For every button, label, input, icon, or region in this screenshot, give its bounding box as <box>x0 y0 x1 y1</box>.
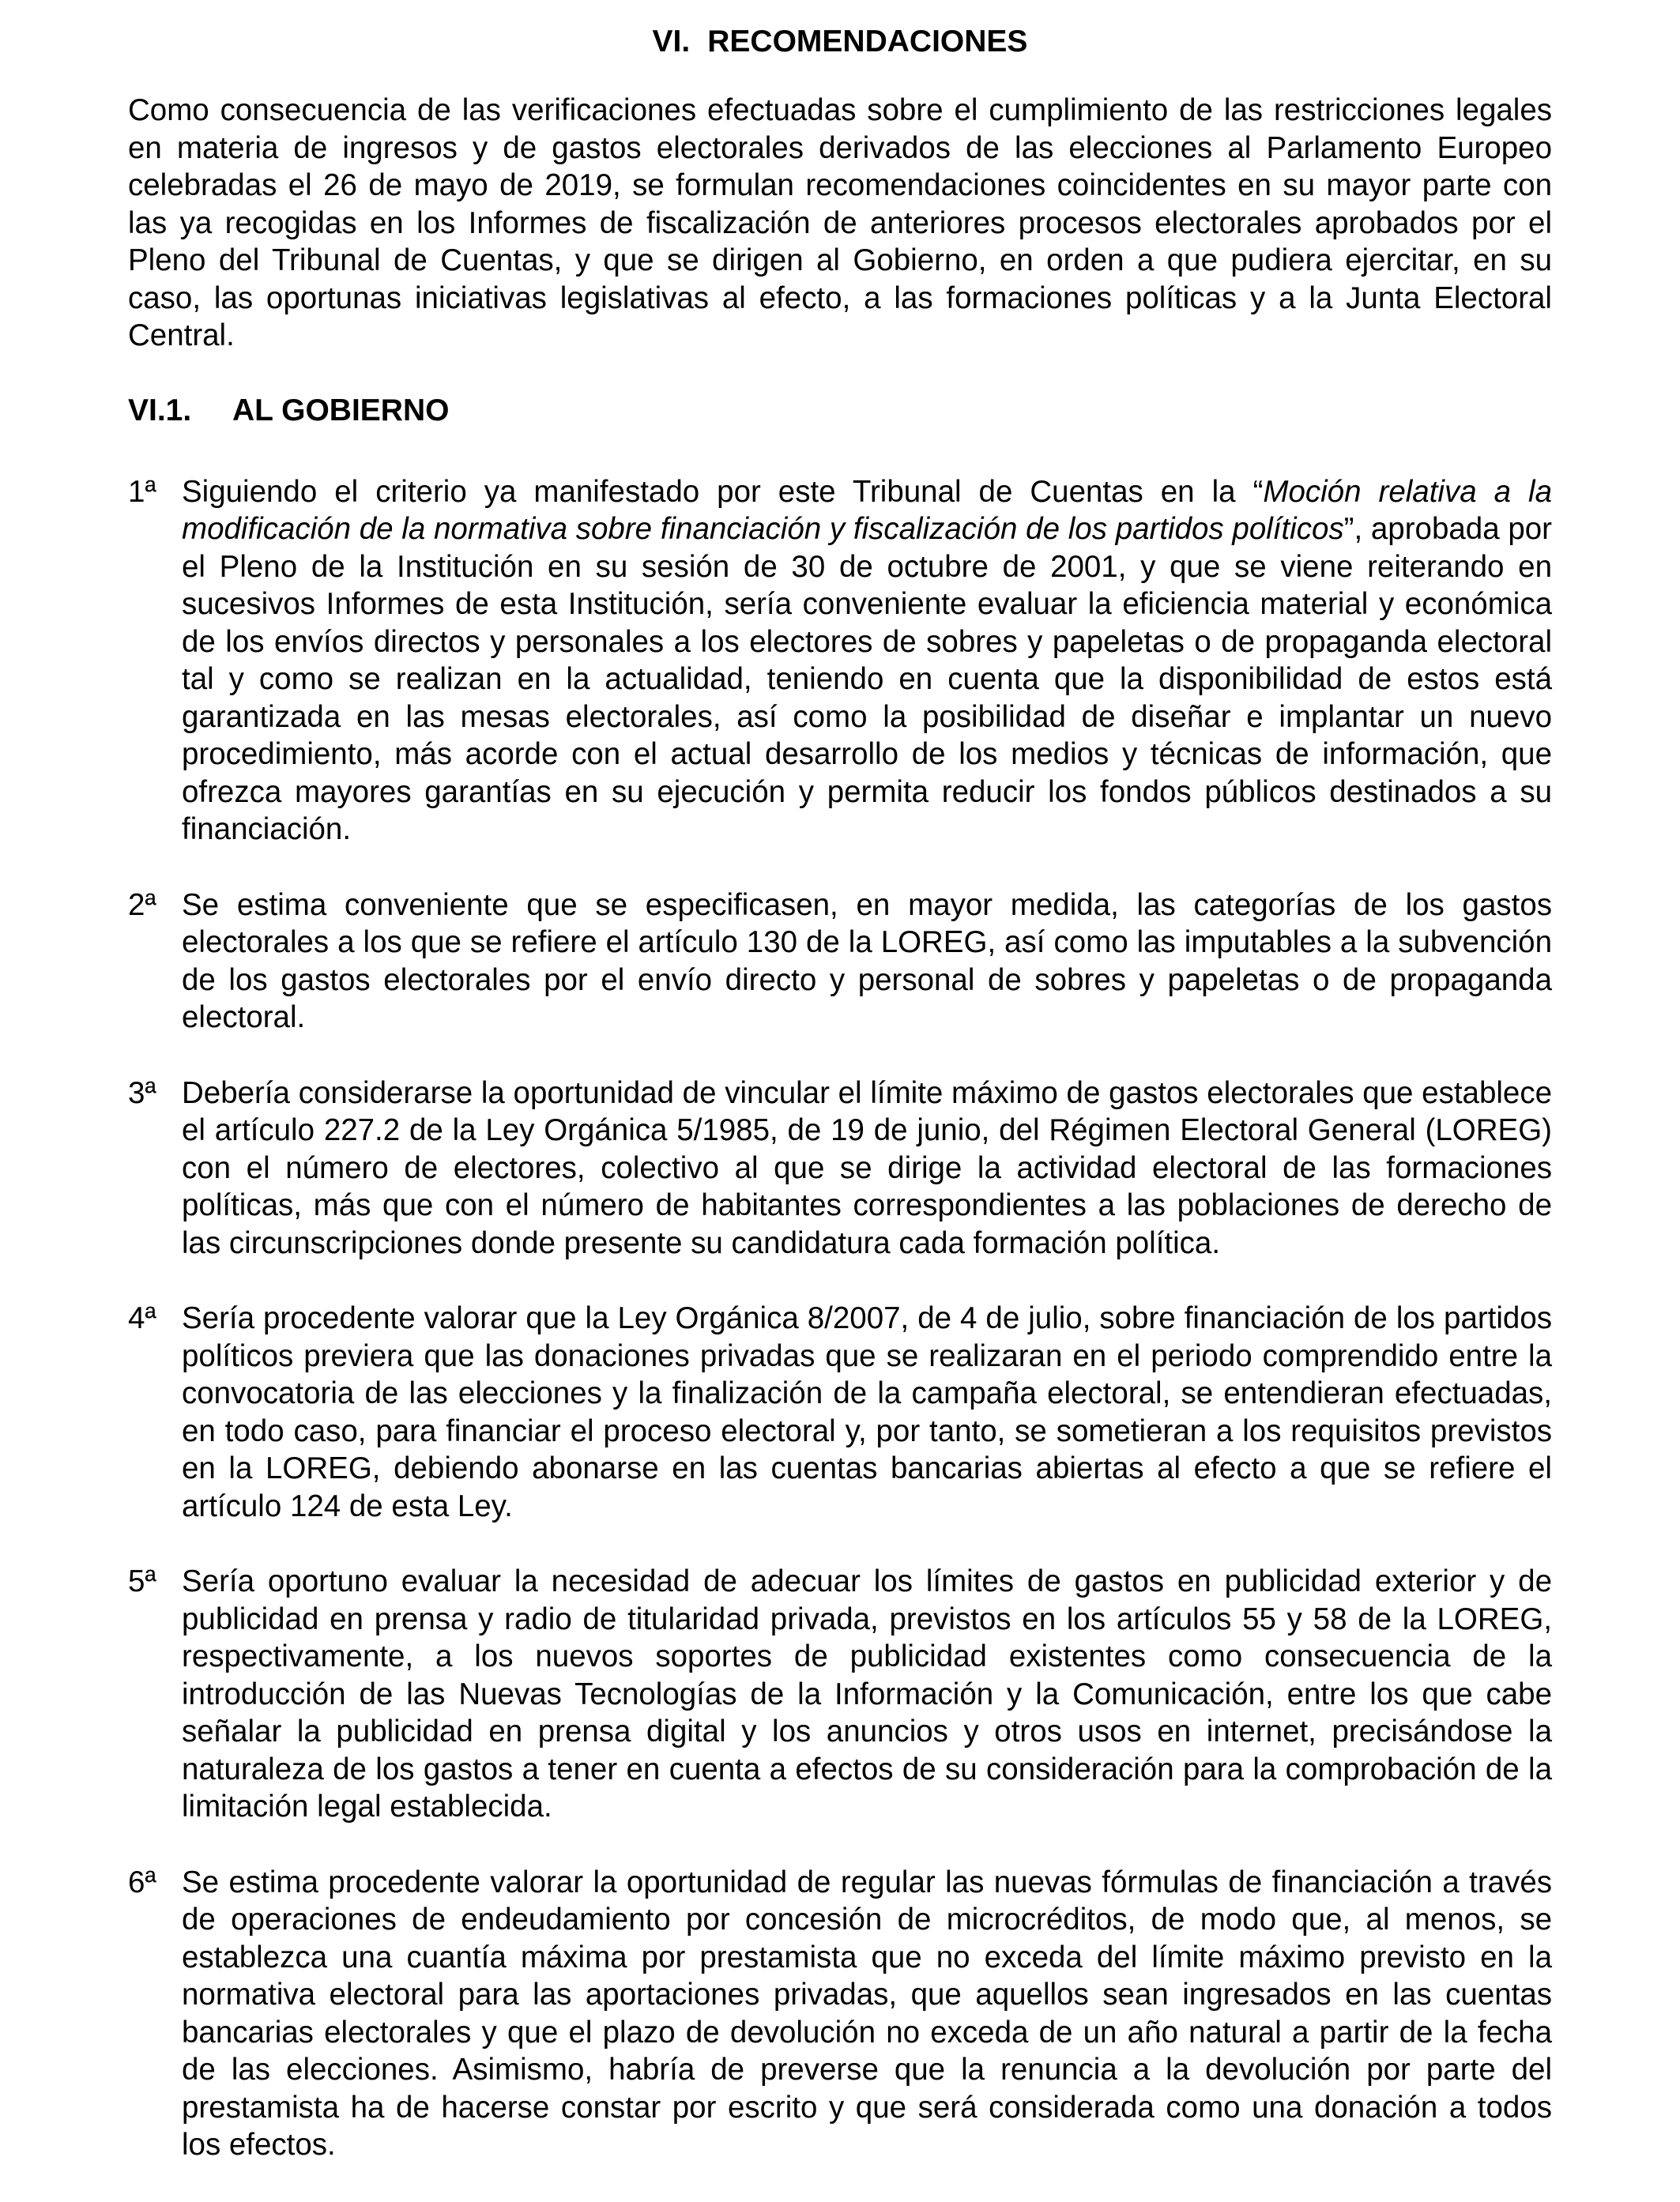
recommendation-ordinal: 3ª <box>128 1075 156 1110</box>
section-title: RECOMENDACIONES <box>707 24 1028 58</box>
recommendation-item <box>128 1864 1552 2164</box>
recommendation-item <box>128 886 1552 1037</box>
recommendation-item <box>128 1075 1552 1263</box>
section-heading <box>128 24 1552 60</box>
recommendation-ordinal: 5ª <box>128 1564 156 1598</box>
recommendation-text <box>182 473 1552 849</box>
motion-title-italic: Moción relativa a la modificación de la normativa sobre financiación y fiscalización de los partidos políticos <box>182 474 1552 546</box>
recommendation-text: Se estima procedente valorar la oportunidad de regular las nuevas fórmulas de financiación a través de operaciones de endeudamiento por concesión de microcréditos, de modo que, al menos, se establezca una cuantía máxima por prestamista que no exceda del límite máximo previsto en la normativa electoral para las aportaciones privadas, que aquellos sean ingresados en las cuentas bancarias electorales y que el plazo de devolución no exceda de un año natural a partir de la fecha de las elecciones. Asimismo, habría de preverse que la renuncia a la devolución por parte del prestamista ha de hacerse constar por escrito y que será considerada como una donación a todos los efectos. <box>182 1865 1552 2162</box>
subsection-number: VI.1. <box>128 393 192 427</box>
recommendation-text: Se estima conveniente que se especificasen, en mayor medida, las categorías de los gastos electorales a los que se refiere el artículo 130 de la LOREG, así como las imputables a la subvención de los gastos electorales por el envío directo y personal de sobres y papeletas o de propaganda electoral. <box>182 887 1552 1034</box>
recommendation-text: Sería procedente valorar que la Ley Orgánica 8/2007, de 4 de julio, sobre financiación de los partidos políticos previera que las donaciones privadas que se realizaran en el periodo comprendido entre la convocatoria de las elecciones y la finalización de la campaña electoral, se entendieran efectuadas, en todo caso, para financiar el proceso electoral y, por tanto, se sometieran a los requisitos previstos en la LOREG, debiendo abonarse en las cuentas bancarias abiertas al efecto a que se refiere el artículo 124 de esta Ley. <box>182 1301 1552 1523</box>
recommendation-item <box>128 1300 1552 1525</box>
recommendation-text: Sería oportuno evaluar la necesidad de adecuar los límites de gastos en publicidad exterior y de publicidad en prensa y radio de titularidad privada, previstos en los artículos 55 y 58 de la LOREG, respectivamente, a los nuevos soportes de publicidad existentes como consecuencia de la introducción de las Nuevas Tecnologías de la Información y la Comunicación, entre los que cabe señalar la publicidad en prensa digital y los anuncios y otros usos en internet, precisándose la naturaleza de los gastos a tener en cuenta a efectos de su consideración para la comprobación de la limitación legal establecida. <box>182 1564 1552 1824</box>
recommendation-text-part: Siguiendo el criterio ya manifestado por este Tribunal de Cuentas en la “ <box>182 474 1264 509</box>
section-number: VI. <box>652 24 691 58</box>
document-page <box>128 24 1552 2202</box>
recommendation-ordinal: 4ª <box>128 1301 156 1335</box>
recommendation-text: Debería considerarse la oportunidad de vincular el límite máximo de gastos electorales que establece el artículo 227.2 de la Ley Orgánica 5/1985, de 19 de junio, del Régimen Electoral General (LOREG) con el número de electores, colectivo al que se dirige la actividad electoral de las formaciones políticas, más que con el número de habitantes correspondientes a las poblaciones de derecho de las circunscripciones donde presente su candidatura cada formación política. <box>182 1075 1552 1260</box>
recommendation-ordinal: 6ª <box>128 1865 156 1899</box>
subsection-title: AL GOBIERNO <box>232 393 450 427</box>
recommendation-text-part: ”, aprobada por el Pleno de la Institución en su sesión de 30 de octubre de 2001, y que se viene reiterando en sucesivos Informes de esta Institución, sería conveniente evaluar la eficiencia material y económica de los envíos directos y personales a los electores de sobres y papeletas o de propaganda electoral tal y como se realizan en la actualidad, teniendo en cuenta que la disponibilidad de estos está garantizada en las mesas electorales, así como la posibilidad de diseñar e implantar un nuevo procedimiento, más acorde con el actual desarrollo de los medios y técnicas de información, que ofrezca mayores garantías en su ejecución y permita reducir los fondos públicos destinados a su financiación. <box>182 512 1552 846</box>
intro-paragraph: Como consecuencia de las verificaciones efectuadas sobre el cumplimiento de las restricciones legales en materia de ingresos y de gastos electorales derivados de las elecciones al Parlamento Europeo celebradas el 26 de mayo de 2019, se formulan recomendaciones coincidentes en su mayor parte con las ya recogidas en los Informes de fiscalización de anteriores procesos electorales aprobados por el Pleno del Tribunal de Cuentas, y que se dirigen al Gobierno, en orden a que pudiera ejercitar, en su caso, las oportunas iniciativas legislativas al efecto, a las formaciones políticas y a la Junta Electoral Central. <box>128 93 1552 352</box>
recommendation-ordinal: 1ª <box>128 474 156 509</box>
recommendation-ordinal: 2ª <box>128 887 156 922</box>
recommendation-item <box>128 473 1552 849</box>
recommendation-item <box>128 1563 1552 1826</box>
subsection-heading <box>128 393 1552 429</box>
